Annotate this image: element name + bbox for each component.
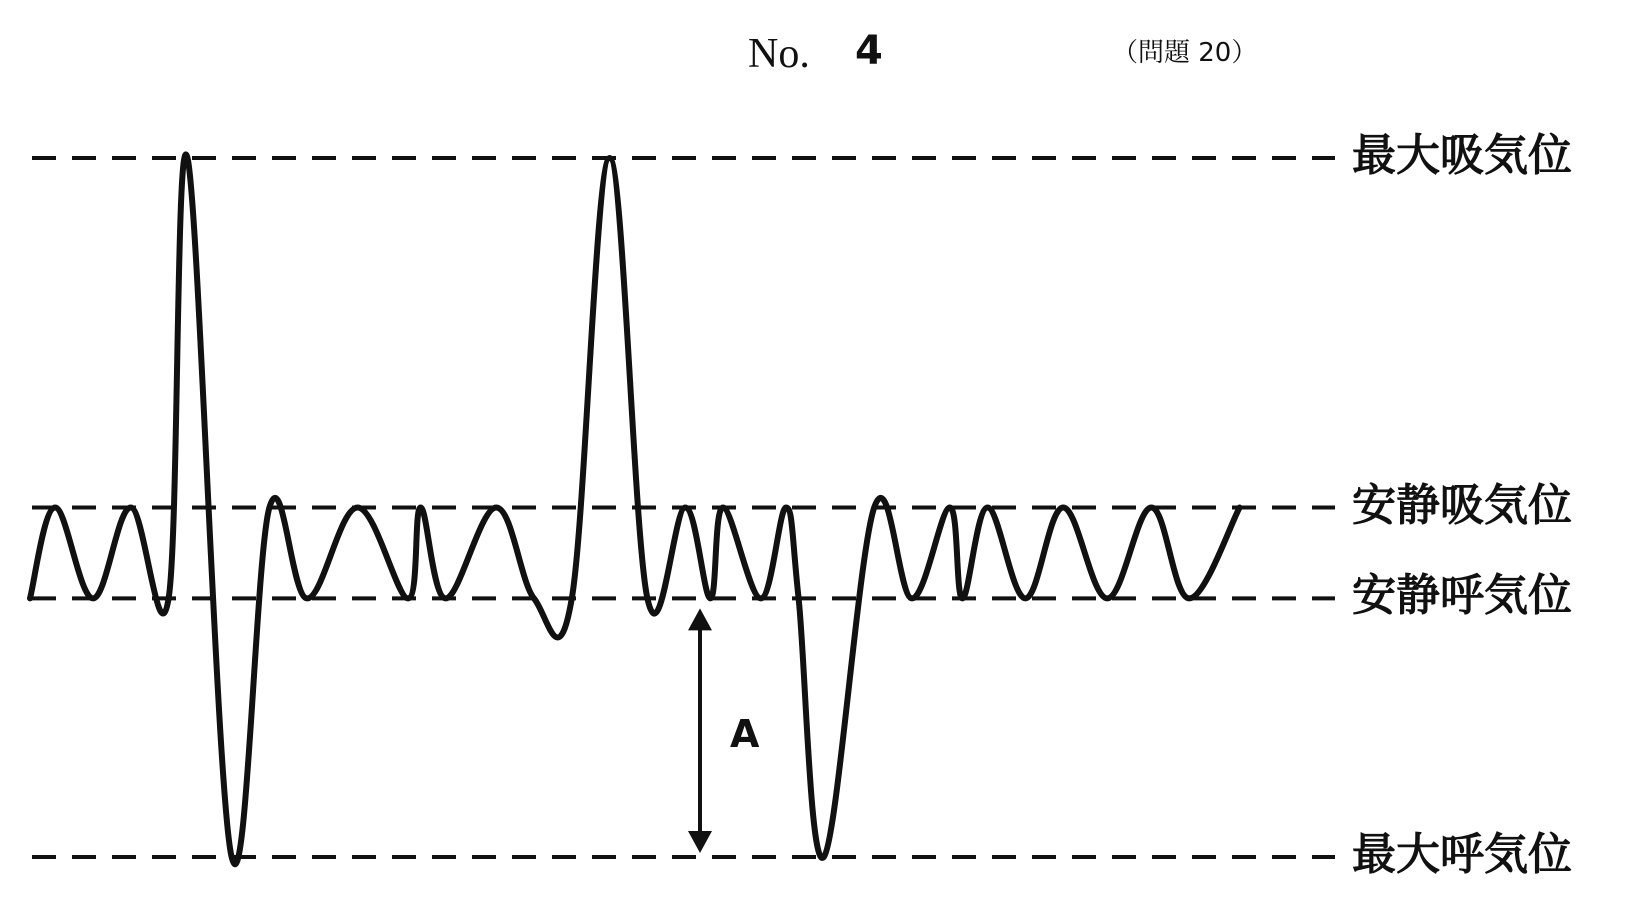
label-resting-inspiratory-level: 安静吸気位: [1352, 479, 1572, 531]
label-max-inspiratory-level: 最大吸気位: [1352, 130, 1572, 181]
sheet-number: 4: [855, 28, 883, 74]
sheet-number-label: No.: [748, 31, 810, 77]
arrow-label-a: A: [730, 712, 760, 756]
question-reference: （問題 20）: [1112, 38, 1258, 68]
label-max-expiratory-level: 最大呼気位: [1352, 829, 1572, 880]
arrow-head-down: [688, 831, 712, 853]
label-resting-expiratory-level: 安静呼気位: [1352, 570, 1572, 622]
volume-arrow: [688, 608, 712, 853]
arrow-head-up: [688, 608, 712, 630]
